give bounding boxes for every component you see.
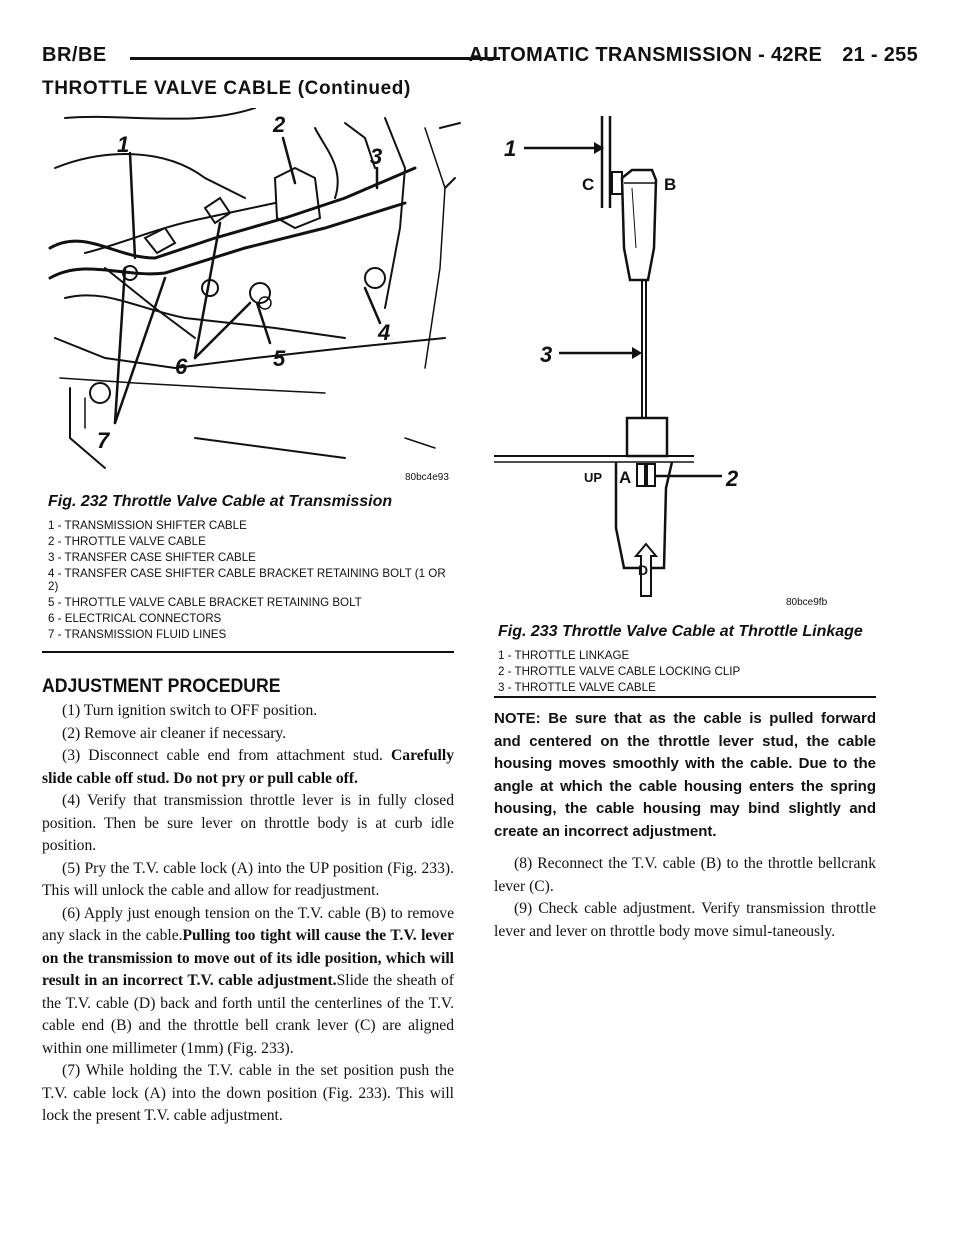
step-5: (5) Pry the T.V. cable lock (A) into the UP position (Fig. 233). This will unlock the cable and allow for readjustment.: [42, 859, 454, 899]
fig233-callout-3: 3: [540, 342, 553, 367]
step-6-text-cont: Slide the sheath of the T.V. cable (D) back and forth until the centerlines of the T.V. cable end (B) and the throttle bell crank lever (C) are aligned within one millimeter (1mm) (Fig. 233).: [42, 972, 454, 1057]
page-header: [42, 44, 918, 70]
fig232-illustration: [45, 108, 465, 488]
step-6-text: (6) Apply just enough tension on the T.V. cable (B) to remove any slack in the cable.: [42, 904, 454, 944]
step-3-warning: Carefully slide cable off stud. Do not pry or pull cable off.: [42, 747, 454, 787]
fig232-legend-item: 1 - TRANSMISSION SHIFTER CABLE: [48, 519, 247, 532]
step-3-text: (3) Disconnect cable end from attachment stud.: [62, 747, 383, 764]
fig232-legend-item: 5 - THROTTLE VALVE CABLE BRACKET RETAINING BOLT: [48, 596, 362, 609]
fig232-legend-item: 3 - TRANSFER CASE SHIFTER CABLE: [48, 551, 256, 564]
step-1: (1) Turn ignition switch to OFF position.: [62, 702, 318, 719]
fig233-legend-item: 2 - THROTTLE VALVE CABLE LOCKING CLIP: [498, 665, 741, 678]
fig233-callout-1: 1: [504, 136, 517, 161]
step-4: (4) Verify that transmission throttle lever is in fully closed position. Then be sure lever on throttle body is at curb idle position.: [42, 792, 454, 854]
fig233-label-b: B: [664, 175, 677, 194]
fig233-legend-item: 1 - THROTTLE LINKAGE: [498, 649, 630, 662]
fig233-legend-item: 3 - THROTTLE VALVE CABLE: [498, 681, 656, 694]
header-section-title: AUTOMATIC TRANSMISSION - 42RE: [468, 44, 823, 66]
fig232-legend-item: 2 - THROTTLE VALVE CABLE: [48, 535, 206, 548]
step-7: (7) While holding the T.V. cable in the set position push the T.V. cable lock (A) into the down position (Fig. 233). This will lock the present T.V. cable adjustment.: [42, 1062, 454, 1124]
fig233-label-up: UP: [584, 470, 603, 485]
header-rule: [130, 57, 500, 60]
header-section: [469, 44, 918, 67]
adjustment-procedure-heading: ADJUSTMENT PROCEDURE: [42, 676, 281, 697]
step-2: (2) Remove air cleaner if necessary.: [62, 724, 287, 742]
fig232-callout-5: 5: [273, 346, 286, 371]
note-paragraph: NOTE: Be sure that as the cable is pulled forward and centered on the throttle lever stud, the cable housing moves smoothly with the cable. Due to the angle at which the cable housing enters the spring housing, the cable housing may bind slightly and create an incorrect adjustment.: [494, 710, 876, 840]
fig232-divider: [42, 651, 454, 653]
fig233-divider: [494, 696, 876, 698]
fig232-callout-6: 6: [175, 354, 188, 379]
fig232-callout-3: 3: [370, 144, 383, 169]
fig233-callout-2: 2: [726, 466, 739, 491]
procedure-left-column: [42, 700, 454, 1128]
fig232-legend-item: 6 - ELECTRICAL CONNECTORS: [48, 612, 222, 625]
page-number: 21 - 255: [842, 44, 918, 66]
step-3: [42, 745, 454, 790]
fig232-legend-item: 4 - TRANSFER CASE SHIFTER CABLE BRACKET RETAINING BOLT (1 OR 2): [48, 567, 446, 593]
fig232-callout-4: 4: [378, 320, 391, 345]
fig232-title: Fig. 232 Throttle Valve Cable at Transmission: [48, 493, 393, 510]
fig232-callout-7: 7: [97, 428, 110, 453]
procedure-right-column: [494, 708, 876, 943]
fig232-code: 80bc4e93: [405, 472, 449, 483]
step-6-warning: Pulling too tight will cause the T.V. lever on the transmission to move out of its idle position, which will result in an incorrect T.V. cable adjustment.: [42, 927, 454, 989]
fig233-label-d: D: [638, 562, 649, 578]
fig233-code: 80bce9fb: [786, 597, 828, 608]
step-9: (9) Check cable adjustment. Verify transmission throttle lever and lever on throttle body move simul-taneously.: [494, 900, 876, 940]
fig233-illustration: [494, 108, 884, 613]
fig233-title: Fig. 233 Throttle Valve Cable at Throttle Linkage: [498, 623, 863, 640]
section-continued-title: THROTTLE VALVE CABLE (Continued): [42, 78, 411, 99]
fig232-legend-item: 7 - TRANSMISSION FLUID LINES: [48, 628, 227, 641]
fig233-caption: [498, 623, 878, 697]
step-6: [42, 903, 454, 1061]
fig232-callout-1: 1: [117, 132, 130, 157]
fig232-callout-2: 2: [273, 112, 286, 137]
step-8: (8) Reconnect the T.V. cable (B) to the throttle bellcrank lever (C).: [494, 855, 876, 895]
header-model: BR/BE: [42, 44, 107, 66]
fig232-caption: [48, 493, 452, 644]
fig233-label-c: C: [582, 175, 595, 194]
fig233-label-a: A: [619, 468, 632, 487]
